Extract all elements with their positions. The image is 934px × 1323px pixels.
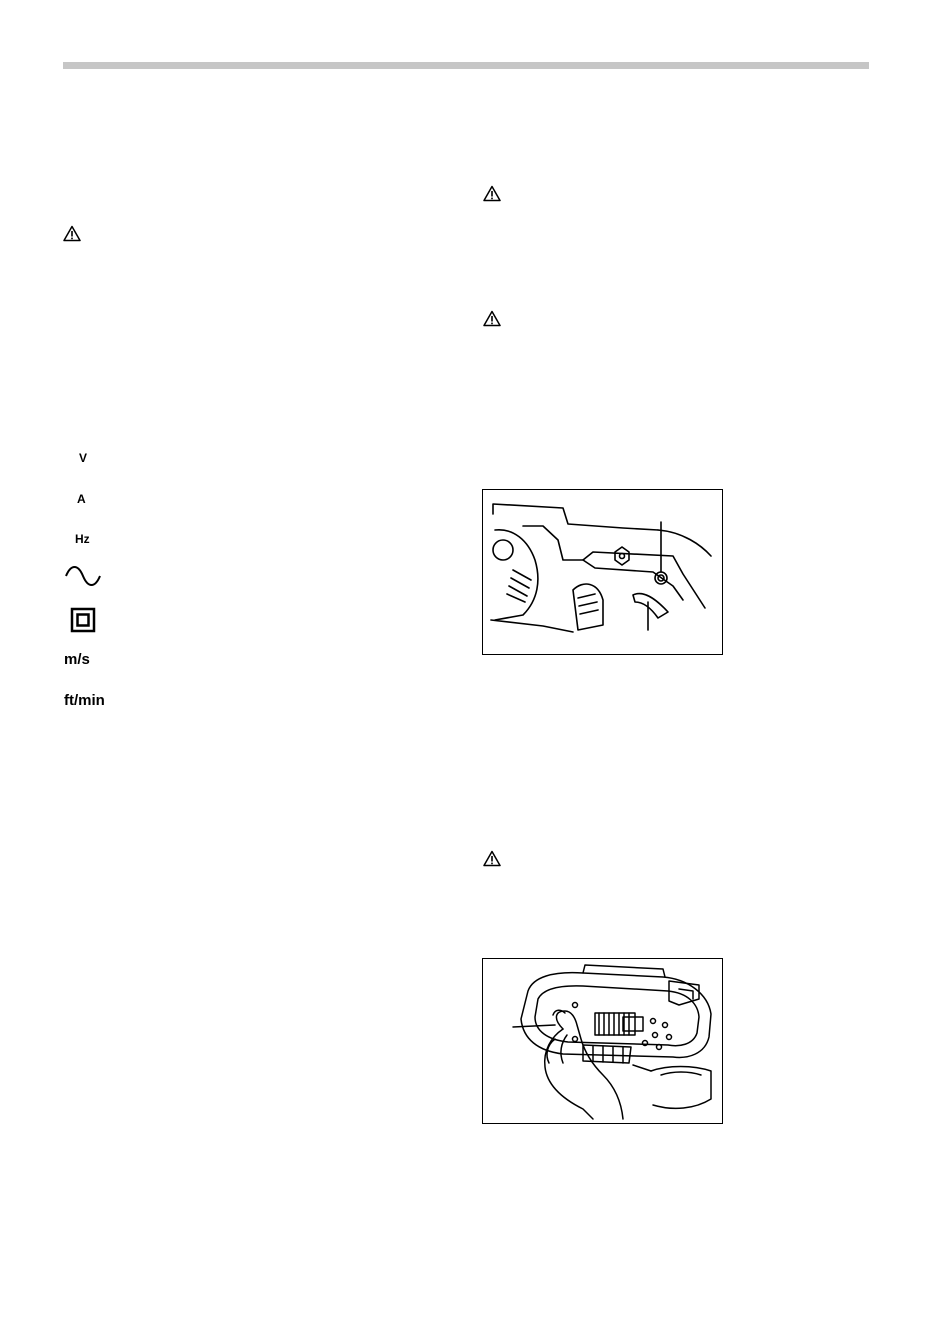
warning-triangle-icon	[63, 225, 81, 242]
header-rule	[63, 62, 869, 69]
tool-handle-illustration	[483, 490, 721, 653]
warning-triangle-icon	[483, 850, 501, 867]
figure-tool-underside	[482, 958, 723, 1124]
alternating-current-icon	[64, 566, 102, 586]
tool-underside-illustration	[483, 959, 721, 1122]
symbol-speed-ms: m/s	[64, 651, 90, 668]
symbol-speed-ftmin: ft/min	[64, 692, 105, 709]
warning-triangle-icon	[483, 310, 501, 327]
warning-triangle-icon	[483, 185, 501, 202]
symbol-volt: V	[79, 451, 88, 465]
figure-switch-trigger	[482, 489, 723, 655]
symbol-hertz: Hz	[75, 532, 90, 546]
symbol-ampere: A	[77, 492, 86, 506]
class-ii-construction-icon	[70, 607, 96, 633]
